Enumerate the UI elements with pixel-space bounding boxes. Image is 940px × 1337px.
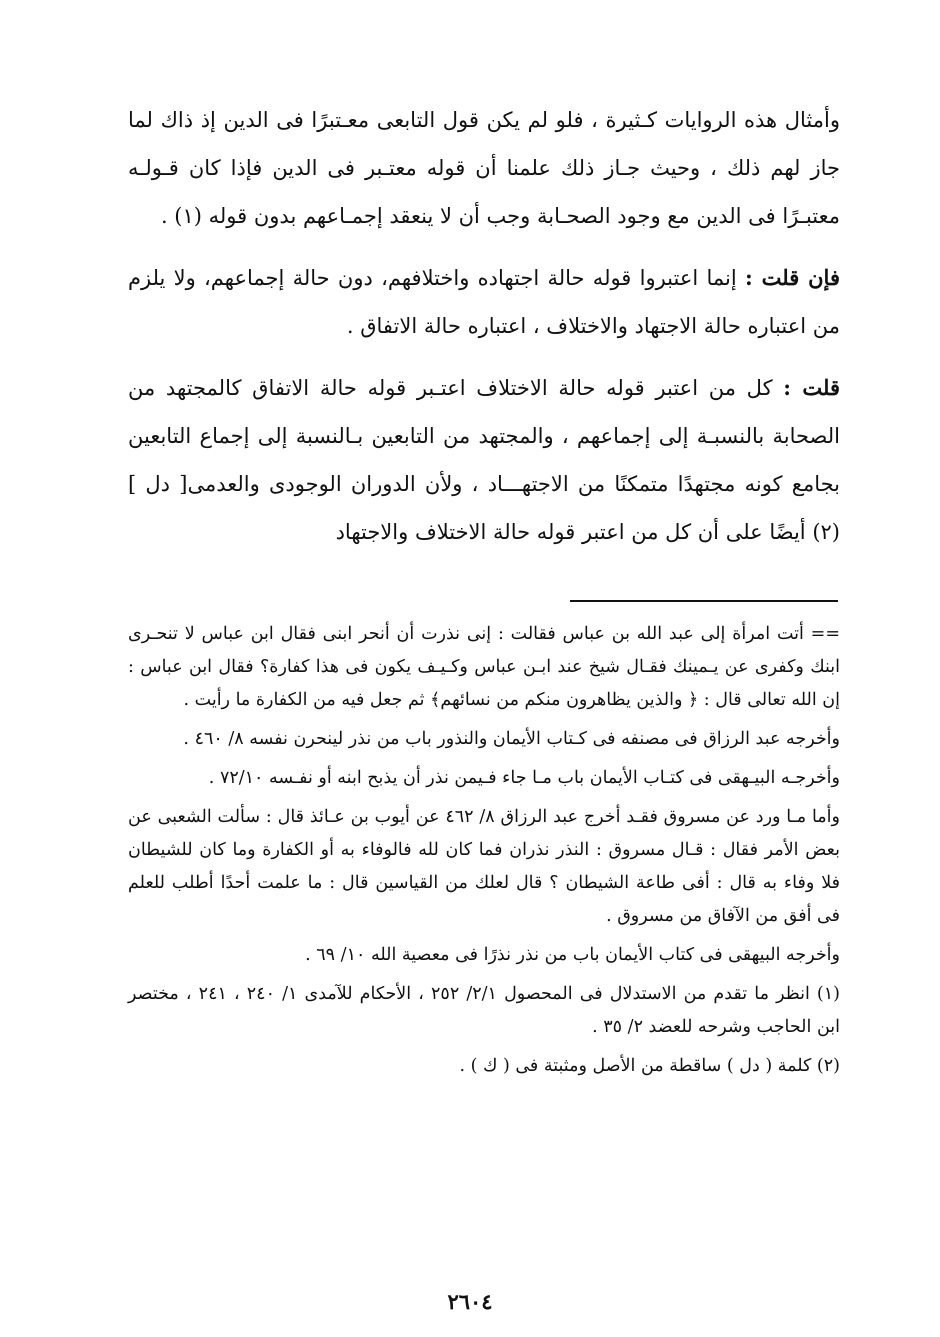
footnote-continuation: == أتت امرأة إلى عبد الله بن عباس فقالت : إنى نذرت أن أنحر ابنى فقال ابن عباس لا تنحـرى ابنك وكفرى عن يـمينك فقـال شيخ عند ابـن عباس وكـيـف يكون فى هذا كفارة؟ فقال ابن عباس : إن الله تعالى قال : ﴿ والذين يظاهرون منكم من نسائهم﴾ ثم جعل فيه من الكفارة ما رأيت . (128, 624, 840, 710)
paragraph-3-lead: قلت : (783, 375, 840, 400)
paragraph-1: وأمثال هذه الروايات كـثيرة ، فلو لم يكن قول التابعى معـتبرًا فى الدين إذ ذاك لما جاز لهم ذلك ، وحيث جـاز ذلك علمنا أن قوله معتـبر فى الدين فإذا كان قـولـه معتبـرًا فى الدين مع وجود الصحـابة وجب أن لا ينعقد إجمـاعهم بدون قوله (١) . (128, 108, 840, 228)
page-number: ٢٦٠٤ (447, 1289, 493, 1314)
footnotes (128, 618, 840, 1089)
paragraph-3 (128, 364, 840, 556)
paragraph-2-text: إنما اعتبروا قوله حالة اجتهاده واختلافهم، دون حالة إجماعهم، ولا يلزم من اعتباره حالة الاجتهاد والاختلاف ، اعتباره حالة الاتفاق . (128, 266, 840, 338)
main-text (128, 96, 840, 570)
footnote-bayhaqi-2: وأخرجه البيهقى فى كتاب الأيمان باب من نذر نذرًا فى معصية الله ١٠/ ٦٩ . (305, 945, 840, 965)
paragraph-2 (128, 254, 840, 350)
footnote-masruq: وأما مـا ورد عن مسروق فقـد أخرج عبد الرزاق ٨/ ٤٦٢ عن أيوب بن عـائذ قال : سألت الشعبى عن بعض الأمر فقال : قـال مسروق : النذر نذران فما كان لله فالوفاء به أو الكفارة وما كان للشيطان فلا وفاء به قال : أفى طاعة الشيطان ؟ قال لعلك من القياسين قال : ما علمت أحدًا أطلب للعلم فى أفق من الآفاق من مسروق . (128, 807, 840, 926)
paragraph-3-text: كل من اعتبر قوله حالة الاختلاف اعتـبر قوله حالة الاتفاق كالمجتهد من الصحابة بالنسبـة إلى إجماعهم ، والمجتهد من التابعين بـالنسبة إلى إجماع التابعين بجامع كونه مجتهدًا متمكنًا من الاجتهـــاد ، ولأن الدوران الوجودى والعدمى[ دل ] (٢) أيضًا على أن كل من اعتبر قوله حالة الاختلاف والاجتهاد (128, 376, 840, 544)
footnote-abdulrazzaq: وأخرجه عبد الرزاق فى مصنفه فى كـتاب الأيمان والنذور باب من نذر لينحرن نفسه ٨/ ٤٦٠ . (183, 729, 840, 749)
footnote-bayhaqi-1: وأخرجـه البيـهقى فى كتـاب الأيمان باب مـا جاء فـيمن نذر أن يذبح ابنه أو نفـسه ٧٢/١٠ . (208, 768, 840, 788)
paragraph-2-lead: فإن قلت : (744, 265, 840, 290)
footnote-1: (١) انظر ما تقدم من الاستدلال فى المحصول ٢/١/ ٢٥٢ ، الأحكام للآمدى ١/ ٢٤٠ ، ٢٤١ ، مختصر ابن الحاجب وشرحه للعضد ٢/ ٣٥ . (128, 984, 840, 1037)
footnote-2: (٢) كلمة ( دل ) ساقطة من الأصل ومثبتة فى ( ك ) . (459, 1056, 840, 1076)
footnote-divider (570, 600, 838, 602)
